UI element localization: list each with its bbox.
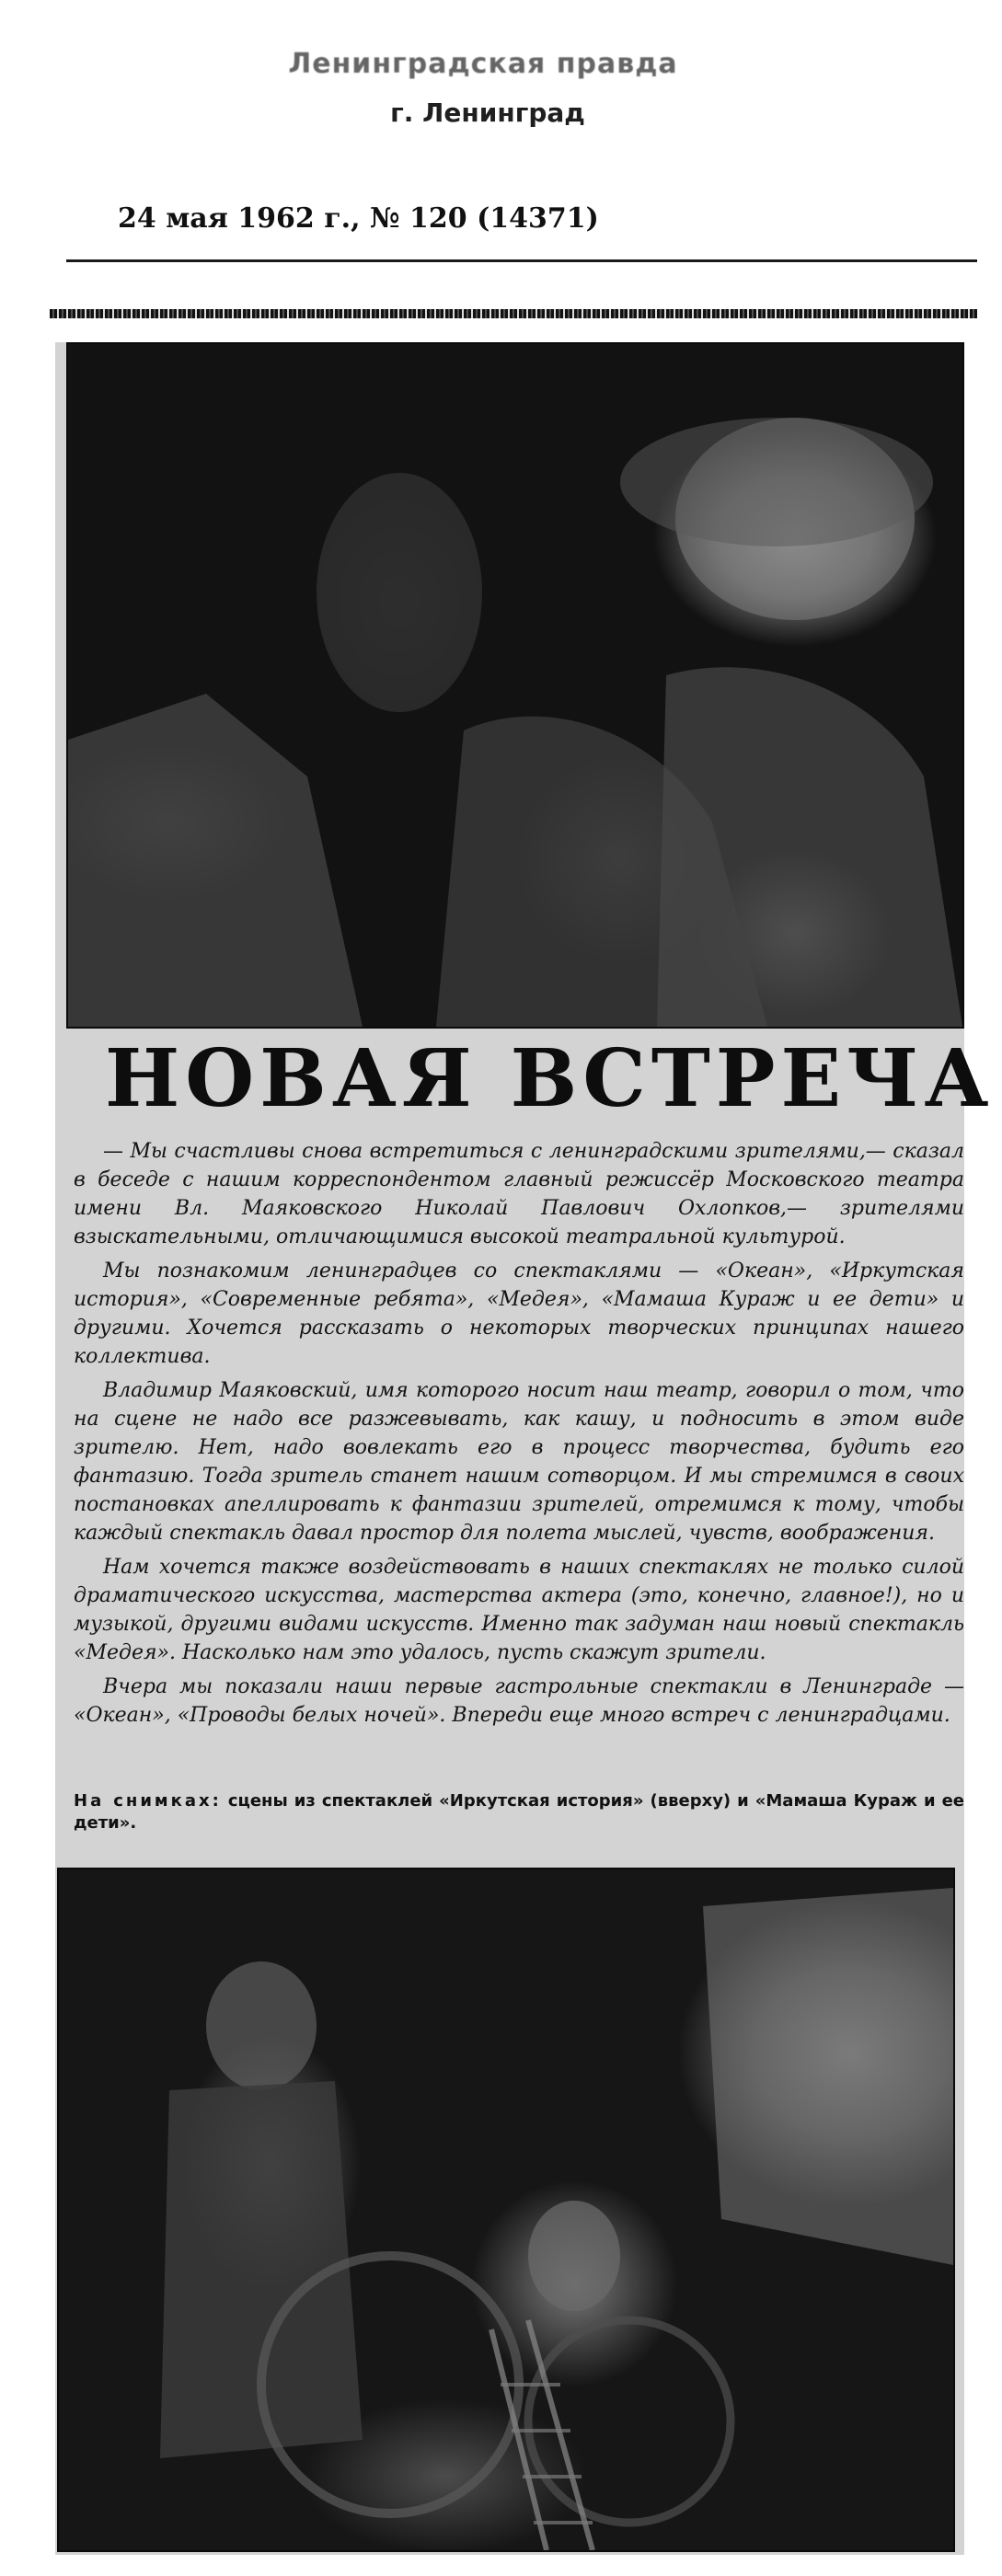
bottom-scene-photo: [57, 1868, 955, 2552]
article-paragraph: — Мы счастливы снова встретиться с ленинградскими зрителями,— сказал в беседе с нашим корреспондентом главный режиссёр Московского театра имени Вл. Маяковского Николай Павлович Охлопков,— зрителями взыскательными, отличающимися высокой театральной культурой.: [74, 1140, 964, 1248]
newspaper-stamp-city: г. Ленинград: [390, 98, 585, 128]
header-divider: [66, 259, 977, 262]
issue-date-number: 24 мая 1962 г., № 120 (14371): [118, 202, 599, 235]
article-body: [74, 1137, 964, 1735]
article-paragraph: Вчера мы показали наши первые гастрольные спектакли в Ленинграде — «Океан», «Проводы белых ночей». Впереди еще много встреч с ленинградцами.: [74, 1675, 964, 1727]
caption-text: сцены из спектаклей «Иркутская история» (вверху) и «Мамаша Кураж и ее дети».: [74, 1791, 964, 1833]
photo-caption: [74, 1790, 964, 1834]
bottom-photo-figures: [59, 1869, 953, 2550]
article-paragraph: Нам хочется также воздействовать в наших спектаклях не только силой драматического искусства, мастерства актера (это, конечно, главное!), но и музыкой, другими видами искусств. Именно так задуман наш новый спектакль «Медея». Насколько нам это удалось, пусть скажут зрители.: [74, 1556, 964, 1664]
article-headline: НОВАЯ ВСТРЕЧА: [105, 1032, 995, 1125]
top-photo-figures: [68, 344, 962, 1027]
article-paragraph: Мы познакомим ленинградцев со спектаклями — «Океан», «Иркутская история», «Современные ребята», «Медея», «Мамаша Кураж и ее дети» и другими. Хочется рассказать о некоторых творческих принципах нашего коллектива.: [74, 1259, 964, 1368]
newspaper-stamp-title: Ленинградская правда: [288, 48, 678, 80]
top-scene-photo: [66, 342, 964, 1029]
article-paragraph: Владимир Маяковский, имя которого носит наш театр, говорил о том, что на сцене не надо все разжевывать, как кашу, и подносить в этом виде зрителю. Нет, надо вовлекать его в процесс творчества, будить его фантазию. Тогда зритель станет нашим сотворцом. И мы стремимся в своих постановках апеллировать к фантазии зрителей, отремимся к тому, чтобы каждый спектакль давал простор для полета мыслей, чувств, воображения.: [74, 1379, 964, 1545]
caption-lead: На снимках:: [74, 1791, 222, 1811]
clipping-top-border: [50, 309, 977, 318]
